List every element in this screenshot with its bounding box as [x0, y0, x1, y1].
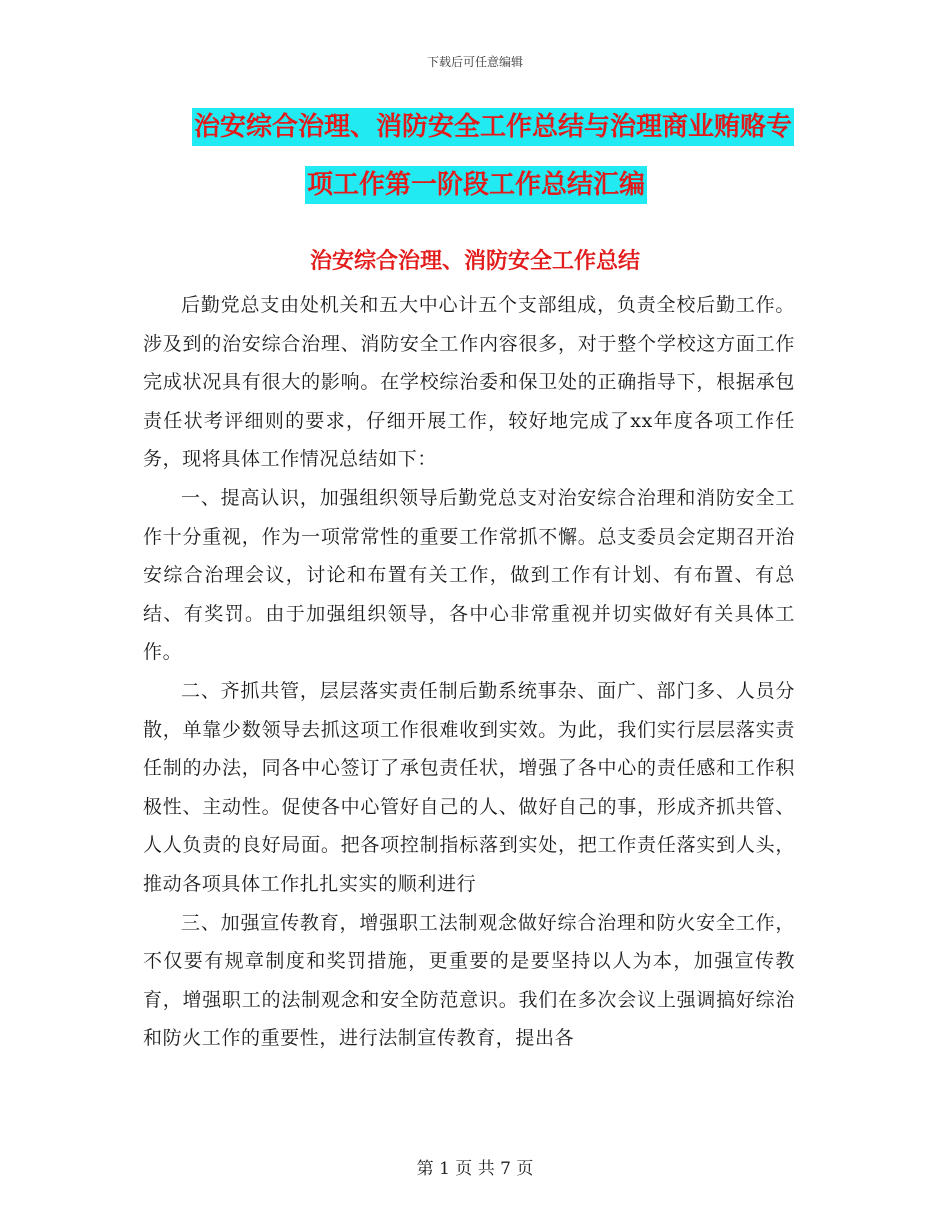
body-text	[143, 286, 795, 1058]
document-title	[0, 108, 950, 224]
section-title: 治安综合治理、消防安全工作总结	[309, 249, 640, 274]
header-note: 下载后可任意编辑	[426, 55, 523, 69]
paragraph-intro: 后勤党总支由处机关和五大中心计五个支部组成，负责全校后勤工作。涉及到的治安综合治理、消防安全工作内容很多，对于整个学校这方面工作完成状况具有很大的影响。在学校综治委和保卫处的正确指导下，根据承包责任状考评细则的要求，仔细开展工作，较好地完成了xx年度各项工作任务，现将具体工作情况总结如下：	[143, 294, 795, 471]
paragraph-section-1: 一、提高认识，加强组织领导后勤党总支对治安综合治理和消防安全工作十分重视，作为一项常常性的重要工作常抓不懈。总支委员会定期召开治安综合治理会议，讨论和布置有关工作，做到工作有计划、有布置、有总结、有奖罚。由于加强组织领导，各中心非常重视并切实做好有关具体工作。	[143, 486, 795, 664]
title-line-2: 项工作第一阶段工作总结汇编	[305, 166, 647, 204]
paragraph-section-3: 三、加强宣传教育，增强职工法制观念做好综合治理和防火安全工作，不仅要有规章制度和奖罚措施，更重要的是要坚持以人为本，加强宣传教育，增强职工的法制观念和安全防范意识。我们在多次会议上强调搞好综治和防火工作的重要性，进行法制宣传教育，提出各	[143, 911, 795, 1050]
page-number: 第 1 页 共 7 页	[416, 1159, 534, 1179]
title-line-1: 治安综合治理、消防安全工作总结与治理商业贿赂专	[192, 108, 794, 146]
paragraph-section-2: 二、齐抓共管，层层落实责任制后勤系统事杂、面广、部门多、人员分散，单靠少数领导去抓这项工作很难收到实效。为此，我们实行层层落实责任制的办法，同各中心签订了承包责任状，增强了各中心的责任感和工作积极性、主动性。促使各中心管好自己的人、做好自己的事，形成齐抓共管、人人负责的良好局面。把各项控制指标落到实处，把工作责任落实到人头，推动各项具体工作扎扎实实的顺利进行	[143, 679, 795, 895]
